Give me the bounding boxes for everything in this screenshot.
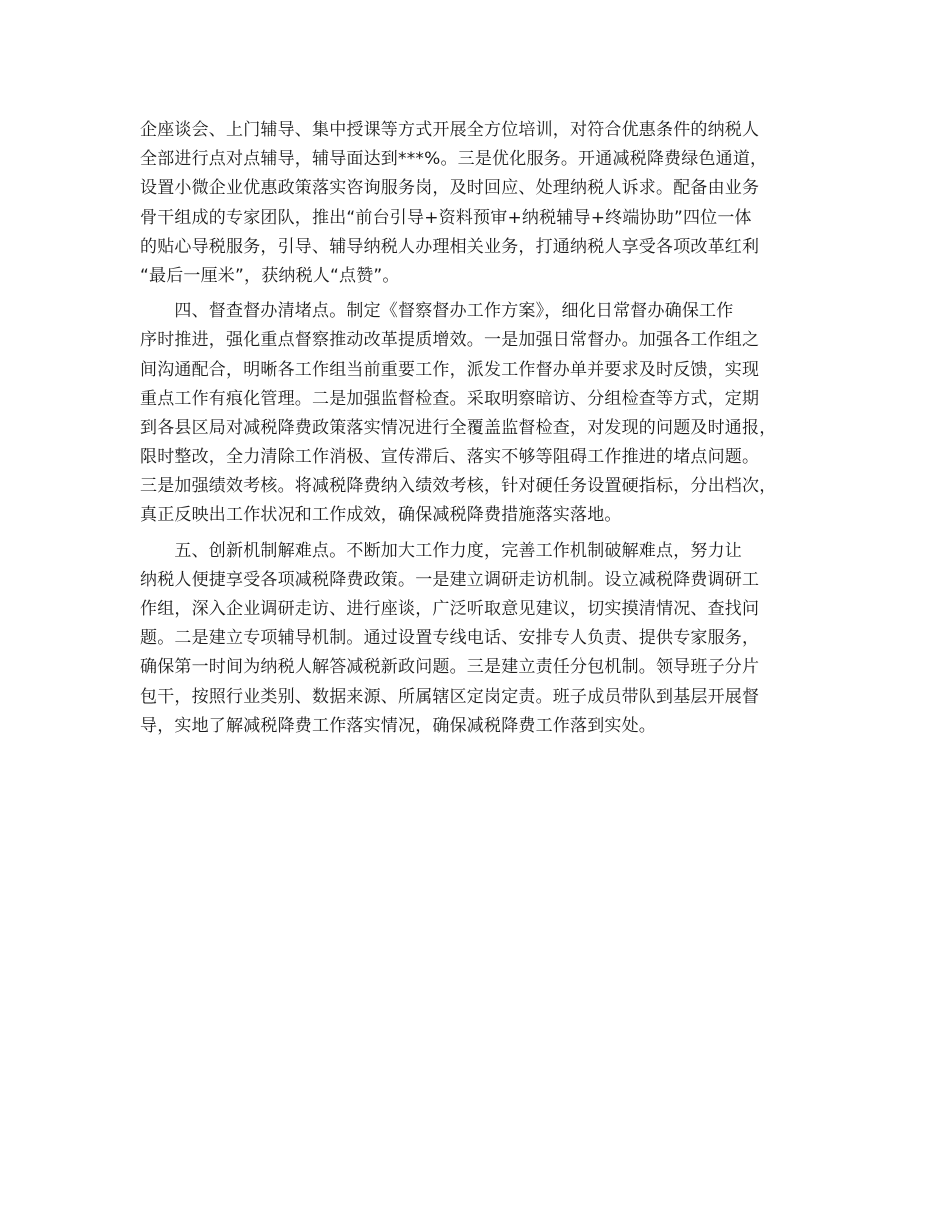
text-line: 三是加强绩效考核。将减税降费纳入绩效考核，针对硬任务设置硬指标，分出档次，: [140, 476, 777, 497]
text-line: 确保第一时间为纳税人解答减税新政问题。三是建立责任分包机制。领导班子分片: [140, 657, 760, 678]
text-line: 导，实地了解减税降费工作落实情况，确保减税降费工作落到实处。: [140, 715, 656, 736]
text-line: 企座谈会、上门辅导、集中授课等方式开展全方位培训，对符合优惠条件的纳税人: [140, 120, 760, 140]
text-line: 的贴心导税服务，引导、辅导纳税人办理相关业务，打通纳税人享受各项改革红利: [140, 236, 760, 257]
paragraph-optimize-service: [140, 116, 830, 291]
text-line: 到各县区局对减税降费政策落实情况进行全覆盖监督检查，对发现的问题及时通报，: [140, 417, 777, 438]
text-line: 序时推进，强化重点督察推动改革提质增效。一是加强日常督办。加强各工作组之: [140, 330, 760, 351]
paragraph-supervision: [140, 297, 830, 531]
text-line: 包干，按照行业类别、数据来源、所属辖区定岗定责。班子成员带队到基层开展督: [140, 686, 760, 707]
text-line: 五、创新机制解难点。不断加大工作力度，完善工作机制破解难点，努力让: [140, 540, 742, 561]
text-line: 设置小微企业优惠政策落实咨询服务岗，及时回应、处理纳税人诉求。配备由业务: [140, 178, 760, 199]
text-line: 限时整改，全力清除工作消极、宣传滞后、落实不够等阻碍工作推进的堵点问题。: [140, 447, 760, 468]
paragraph-innovation-mechanism: [140, 537, 830, 741]
text-line: 四、督查督办清堵点。制定《督察督办工作方案》，细化日常督办确保工作: [140, 301, 734, 322]
document-body: [140, 116, 830, 741]
text-line: “最后一厘米”，获纳税人“点赞”。: [140, 265, 400, 286]
text-line: 真正反映出工作状况和工作成效，确保减税降费措施落实落地。: [140, 505, 622, 526]
text-line: 作组，深入企业调研走访、进行座谈，广泛听取意见建议，切实摸清情况、查找问: [140, 599, 760, 619]
text-line: 间沟通配合，明晰各工作组当前重要工作，派发工作督办单并要求及时反馈，实现: [140, 359, 760, 380]
text-line: 题。二是建立专项辅导机制。通过设置专线电话、安排专人负责、提供专家服务，: [140, 628, 760, 649]
text-line: 骨干组成的专家团队，推出“前台引导+资料预审+纳税辅导+终端协助”四位一体: [140, 207, 752, 228]
text-line: 纳税人便捷享受各项减税降费政策。一是建立调研走访机制。设立减税降费调研工: [140, 569, 760, 590]
text-line: 全部进行点对点辅导，辅导面达到***%。三是优化服务。开通减税降费绿色通道，: [140, 149, 768, 170]
text-line: 重点工作有痕化管理。二是加强监督检查。采取明察暗访、分组检查等方式，定期: [140, 388, 760, 409]
